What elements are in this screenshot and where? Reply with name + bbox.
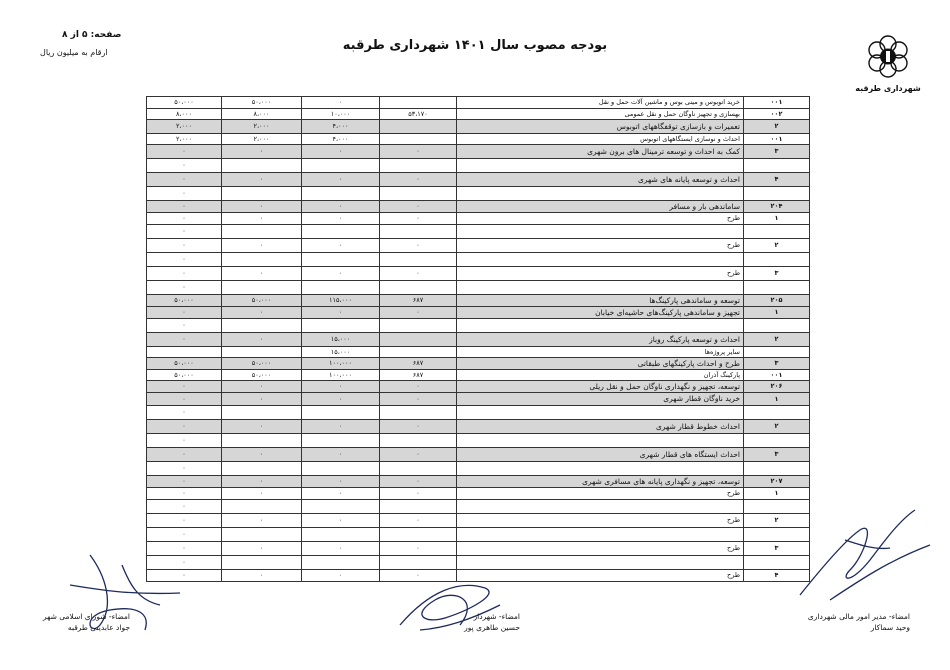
amount-cell: ۰ bbox=[147, 225, 222, 239]
amount-cell bbox=[222, 347, 302, 358]
amount-cell bbox=[302, 556, 380, 570]
row-code-cell: ۲ bbox=[744, 420, 810, 434]
amount-cell bbox=[380, 159, 457, 173]
signature-block-right bbox=[780, 612, 910, 634]
table-row bbox=[147, 253, 810, 267]
table-row bbox=[147, 528, 810, 542]
row-code-cell bbox=[744, 253, 810, 267]
table-row bbox=[147, 434, 810, 448]
row-title-cell: طرح bbox=[457, 488, 744, 500]
amount-cell bbox=[222, 462, 302, 476]
signer-role: امضاء- مدیر امور مالی شهرداری bbox=[807, 612, 910, 621]
amount-cell bbox=[222, 434, 302, 448]
amount-cell: ۰ bbox=[222, 201, 302, 213]
amount-cell bbox=[222, 281, 302, 295]
amount-cell: ۰ bbox=[222, 173, 302, 187]
amount-cell: ۱۰۰،۰۰۰ bbox=[302, 370, 380, 381]
amount-cell: ۱۰،۰۰۰ bbox=[302, 109, 380, 120]
row-code-cell bbox=[744, 434, 810, 448]
amount-cell: ۰ bbox=[147, 406, 222, 420]
table-row bbox=[147, 393, 810, 406]
row-code-cell: ۳ bbox=[744, 358, 810, 370]
amount-cell: ۰ bbox=[147, 448, 222, 462]
amount-cell: ۰ bbox=[380, 448, 457, 462]
row-title-cell: سایر پروژه‌ها bbox=[457, 347, 744, 358]
row-code-cell: ۳ bbox=[744, 542, 810, 556]
amount-cell bbox=[222, 406, 302, 420]
row-code-cell: ۰۰۲ bbox=[744, 109, 810, 120]
row-code-cell bbox=[744, 187, 810, 201]
amount-cell: ۶۸۷ bbox=[380, 358, 457, 370]
row-code-cell: ۰۰۱ bbox=[744, 370, 810, 381]
amount-cell: ۰ bbox=[302, 213, 380, 225]
amount-cell bbox=[380, 97, 457, 109]
row-code-cell: ۱ bbox=[744, 393, 810, 406]
row-title-cell bbox=[457, 225, 744, 239]
amount-cell bbox=[302, 281, 380, 295]
amount-cell: ۰ bbox=[380, 307, 457, 319]
amount-cell: ۰ bbox=[147, 307, 222, 319]
row-title-cell bbox=[457, 462, 744, 476]
amount-cell: ۰ bbox=[380, 213, 457, 225]
table-row bbox=[147, 542, 810, 556]
row-title-cell: طرح و احداث پارکینگهای طبقاتی bbox=[457, 358, 744, 370]
table-row bbox=[147, 514, 810, 528]
amount-cell bbox=[302, 253, 380, 267]
amount-cell bbox=[222, 253, 302, 267]
amount-cell: ۰ bbox=[147, 145, 222, 159]
table-row bbox=[147, 267, 810, 281]
row-title-cell: ساماندهی بار و مسافر bbox=[457, 201, 744, 213]
table-row bbox=[147, 307, 810, 319]
row-title-cell bbox=[457, 159, 744, 173]
row-code-cell: ۳ bbox=[744, 145, 810, 159]
table-row bbox=[147, 448, 810, 462]
amount-cell: ۰ bbox=[302, 145, 380, 159]
row-title-cell: احداث ایستگاه های قطار شهری bbox=[457, 448, 744, 462]
row-title-cell: طرح bbox=[457, 267, 744, 281]
row-code-cell: ۳ bbox=[744, 267, 810, 281]
amount-cell bbox=[380, 319, 457, 333]
amount-cell bbox=[222, 556, 302, 570]
row-code-cell: ۲۰۵ bbox=[744, 295, 810, 307]
table-row bbox=[147, 145, 810, 159]
amount-cell: ۲،۰۰۰ bbox=[147, 120, 222, 134]
amount-cell: ۱۵،۰۰۰ bbox=[302, 347, 380, 358]
table-row bbox=[147, 225, 810, 239]
amount-cell: ۰ bbox=[147, 187, 222, 201]
table-row bbox=[147, 333, 810, 347]
row-title-cell: طرح bbox=[457, 514, 744, 528]
amount-cell: ۰ bbox=[380, 542, 457, 556]
amount-cell: ۵۰،۰۰۰ bbox=[222, 358, 302, 370]
amount-cell bbox=[380, 347, 457, 358]
amount-cell bbox=[222, 528, 302, 542]
amount-cell: ۰ bbox=[222, 542, 302, 556]
table-row bbox=[147, 488, 810, 500]
amount-cell: ۰ bbox=[380, 476, 457, 488]
row-code-cell: ۱ bbox=[744, 488, 810, 500]
amount-cell: ۲،۰۰۰ bbox=[222, 134, 302, 145]
table-row bbox=[147, 281, 810, 295]
row-code-cell: ۲۰۶ bbox=[744, 381, 810, 393]
amount-cell: ۰ bbox=[147, 281, 222, 295]
amount-cell: ۰ bbox=[302, 542, 380, 556]
amount-cell: ۰ bbox=[222, 514, 302, 528]
row-title-cell: طرح bbox=[457, 542, 744, 556]
amount-cell: ۰ bbox=[302, 570, 380, 582]
amount-cell: ۰ bbox=[222, 145, 302, 159]
amount-cell: ۵۰،۰۰۰ bbox=[147, 370, 222, 381]
row-code-cell: ۴ bbox=[744, 570, 810, 582]
amount-cell: ۰ bbox=[302, 307, 380, 319]
amount-cell: ۰ bbox=[147, 500, 222, 514]
amount-cell: ۵۳،۱۷۰ bbox=[380, 109, 457, 120]
table-row bbox=[147, 476, 810, 488]
amount-cell: ۰ bbox=[147, 239, 222, 253]
amount-cell bbox=[380, 462, 457, 476]
row-title-cell: احداث خطوط قطار شهری bbox=[457, 420, 744, 434]
amount-cell: ۰ bbox=[380, 381, 457, 393]
signature-block-center bbox=[420, 612, 520, 634]
amount-cell: ۸،۰۰۰ bbox=[222, 109, 302, 120]
amount-cell: ۰ bbox=[147, 173, 222, 187]
amount-cell: ۰ bbox=[380, 393, 457, 406]
table-row bbox=[147, 500, 810, 514]
amount-cell bbox=[222, 225, 302, 239]
amount-cell bbox=[147, 347, 222, 358]
amount-cell bbox=[222, 319, 302, 333]
amount-cell bbox=[302, 319, 380, 333]
row-title-cell bbox=[457, 187, 744, 201]
row-title-cell: خرید ناوگان قطار شهری bbox=[457, 393, 744, 406]
amount-cell: ۰ bbox=[380, 201, 457, 213]
amount-cell: ۱۵،۰۰۰ bbox=[302, 333, 380, 347]
amount-cell: ۰ bbox=[147, 319, 222, 333]
amount-cell: ۰ bbox=[380, 570, 457, 582]
amount-cell: ۰ bbox=[222, 267, 302, 281]
amount-cell: ۱۱۵،۰۰۰ bbox=[302, 295, 380, 307]
row-code-cell bbox=[744, 347, 810, 358]
page-number: صفحه: ۵ از ۸ bbox=[62, 30, 122, 40]
amount-cell: ۱۰۰،۰۰۰ bbox=[302, 358, 380, 370]
amount-cell: ۵۰،۰۰۰ bbox=[222, 295, 302, 307]
amount-cell bbox=[380, 528, 457, 542]
table-row bbox=[147, 370, 810, 381]
row-title-cell: احداث و توسعه پایانه های شهری bbox=[457, 173, 744, 187]
amount-cell: ۲،۰۰۰ bbox=[222, 120, 302, 134]
amount-cell: ۰ bbox=[222, 476, 302, 488]
amount-cell: ۵۰،۰۰۰ bbox=[147, 97, 222, 109]
amount-cell: ۴،۰۰۰ bbox=[302, 134, 380, 145]
amount-cell bbox=[222, 500, 302, 514]
row-title-cell bbox=[457, 253, 744, 267]
amount-cell: ۸،۰۰۰ bbox=[147, 109, 222, 120]
amount-cell bbox=[222, 159, 302, 173]
amount-cell: ۰ bbox=[147, 570, 222, 582]
amount-cell: ۰ bbox=[147, 333, 222, 347]
row-title-cell bbox=[457, 406, 744, 420]
amount-cell: ۰ bbox=[147, 267, 222, 281]
row-code-cell: ۲ bbox=[744, 239, 810, 253]
table-row bbox=[147, 381, 810, 393]
amount-cell: ۵۰،۰۰۰ bbox=[222, 370, 302, 381]
amount-cell: ۰ bbox=[302, 239, 380, 253]
row-code-cell: ۰۰۱ bbox=[744, 134, 810, 145]
amount-cell: ۲،۰۰۰ bbox=[147, 134, 222, 145]
amount-cell: ۰ bbox=[147, 434, 222, 448]
amount-cell: ۰ bbox=[147, 381, 222, 393]
row-title-cell: توسعه، تجهیز و نگهداری ناوگان حمل و نقل ریلی bbox=[457, 381, 744, 393]
amount-cell bbox=[380, 281, 457, 295]
amount-cell bbox=[380, 187, 457, 201]
amount-cell: ۰ bbox=[302, 476, 380, 488]
row-title-cell: طرح bbox=[457, 239, 744, 253]
logo-caption: شهرداری طرقبه bbox=[855, 84, 921, 93]
amount-cell: ۰ bbox=[380, 239, 457, 253]
row-code-cell: ۲ bbox=[744, 333, 810, 347]
amount-cell: ۰ bbox=[302, 381, 380, 393]
amount-cell bbox=[302, 406, 380, 420]
amount-cell: ۰ bbox=[222, 393, 302, 406]
page-title: بودجه مصوب سال ۱۴۰۱ شهرداری طرقبه bbox=[342, 38, 608, 53]
signature-right-icon bbox=[790, 500, 940, 610]
table-row bbox=[147, 295, 810, 307]
amount-cell: ۰ bbox=[147, 514, 222, 528]
amount-cell: ۰ bbox=[380, 267, 457, 281]
row-code-cell bbox=[744, 225, 810, 239]
amount-cell: ۶۸۷ bbox=[380, 295, 457, 307]
amount-cell bbox=[380, 500, 457, 514]
amount-cell bbox=[302, 462, 380, 476]
amount-cell bbox=[302, 159, 380, 173]
amount-cell: ۰ bbox=[147, 556, 222, 570]
amount-cell: ۰ bbox=[147, 393, 222, 406]
amount-cell: ۰ bbox=[147, 159, 222, 173]
amount-cell: ۰ bbox=[302, 201, 380, 213]
table-row bbox=[147, 97, 810, 109]
row-title-cell bbox=[457, 528, 744, 542]
amount-cell: ۰ bbox=[302, 488, 380, 500]
amount-cell bbox=[380, 406, 457, 420]
table-row bbox=[147, 120, 810, 134]
row-code-cell: ۱ bbox=[744, 307, 810, 319]
table-row bbox=[147, 358, 810, 370]
row-title-cell bbox=[457, 500, 744, 514]
amount-cell bbox=[380, 556, 457, 570]
amount-cell: ۰ bbox=[147, 528, 222, 542]
amount-cell: ۵۰،۰۰۰ bbox=[147, 358, 222, 370]
table-row bbox=[147, 347, 810, 358]
amount-cell bbox=[222, 187, 302, 201]
signer-name: حسین طاهری پور bbox=[464, 622, 520, 632]
row-code-cell bbox=[744, 319, 810, 333]
row-code-cell bbox=[744, 406, 810, 420]
budget-table bbox=[146, 96, 810, 582]
table-row bbox=[147, 187, 810, 201]
table-row bbox=[147, 420, 810, 434]
row-title-cell: کمک به احداث و توسعه ترمینال های برون شهری bbox=[457, 145, 744, 159]
row-title-cell: طرح bbox=[457, 213, 744, 225]
amount-cell: ۰ bbox=[147, 542, 222, 556]
table-row bbox=[147, 319, 810, 333]
row-code-cell: ۰۰۱ bbox=[744, 97, 810, 109]
table-row bbox=[147, 406, 810, 420]
amount-cell bbox=[302, 434, 380, 448]
amount-cell: ۰ bbox=[222, 488, 302, 500]
amount-cell: ۰ bbox=[302, 97, 380, 109]
municipality-emblem-icon bbox=[858, 32, 918, 84]
row-title-cell bbox=[457, 319, 744, 333]
signer-role: امضاء- شهردار bbox=[473, 612, 520, 621]
amount-cell: ۰ bbox=[380, 145, 457, 159]
table-row bbox=[147, 462, 810, 476]
amount-cell bbox=[302, 225, 380, 239]
amount-cell bbox=[380, 253, 457, 267]
row-code-cell: ۴ bbox=[744, 173, 810, 187]
amount-cell: ۶۸۷ bbox=[380, 370, 457, 381]
row-code-cell bbox=[744, 281, 810, 295]
amount-cell: ۰ bbox=[147, 420, 222, 434]
amount-cell: ۰ bbox=[147, 213, 222, 225]
row-code-cell bbox=[744, 159, 810, 173]
table-row bbox=[147, 134, 810, 145]
row-title-cell: بهسازی و تجهیز ناوگان حمل و نقل عمومی bbox=[457, 109, 744, 120]
row-title-cell: توسعه، تجهیز و نگهداری پایانه های مسافری شهری bbox=[457, 476, 744, 488]
row-title-cell: احداث و نوسازی ایستگاههای اتوبوس bbox=[457, 134, 744, 145]
signer-name: جواد عابدینی طرقبه bbox=[67, 622, 130, 632]
amount-cell bbox=[380, 333, 457, 347]
signer-role: امضاء- شورای اسلامی شهر bbox=[42, 612, 130, 621]
amount-cell bbox=[380, 134, 457, 145]
amount-cell: ۰ bbox=[302, 173, 380, 187]
amount-cell: ۵۰،۰۰۰ bbox=[222, 97, 302, 109]
amount-cell: ۰ bbox=[222, 239, 302, 253]
amount-cell: ۰ bbox=[147, 462, 222, 476]
amount-cell: ۰ bbox=[302, 393, 380, 406]
amount-cell: ۰ bbox=[147, 476, 222, 488]
amount-cell: ۰ bbox=[222, 307, 302, 319]
amount-cell: ۰ bbox=[302, 267, 380, 281]
row-title-cell: تجهیز و ساماندهی پارکینگ‌های حاشیه‌ای خیابان bbox=[457, 307, 744, 319]
row-code-cell: ۲ bbox=[744, 514, 810, 528]
row-title-cell bbox=[457, 281, 744, 295]
row-title-cell bbox=[457, 556, 744, 570]
signature-block-left bbox=[20, 612, 130, 634]
row-code-cell: ۲۰۴ bbox=[744, 201, 810, 213]
amount-cell: ۰ bbox=[222, 570, 302, 582]
table-row bbox=[147, 556, 810, 570]
amount-cell: ۰ bbox=[380, 488, 457, 500]
amount-cell: ۰ bbox=[147, 488, 222, 500]
amount-cell bbox=[380, 225, 457, 239]
table-row bbox=[147, 201, 810, 213]
row-title-cell: خرید اتوبوس و مینی بوس و ماشین آلات حمل و نقل bbox=[457, 97, 744, 109]
amount-cell: ۰ bbox=[222, 448, 302, 462]
row-code-cell: ۲۰۷ bbox=[744, 476, 810, 488]
row-code-cell: ۱ bbox=[744, 213, 810, 225]
amount-cell bbox=[380, 434, 457, 448]
amount-cell: ۰ bbox=[222, 213, 302, 225]
amount-cell: ۰ bbox=[147, 201, 222, 213]
amount-cell bbox=[302, 528, 380, 542]
table-row bbox=[147, 213, 810, 225]
row-title-cell: تعمیرات و بازسازی توقفگاههای اتوبوس bbox=[457, 120, 744, 134]
amount-cell: ۰ bbox=[380, 173, 457, 187]
row-code-cell bbox=[744, 462, 810, 476]
row-title-cell: طرح bbox=[457, 570, 744, 582]
amount-cell bbox=[302, 187, 380, 201]
table-row bbox=[147, 173, 810, 187]
row-title-cell bbox=[457, 434, 744, 448]
amount-cell bbox=[380, 120, 457, 134]
amount-cell: ۰ bbox=[302, 448, 380, 462]
row-title-cell: پارکینگ آذران bbox=[457, 370, 744, 381]
units-note: ارقام به میلیون ریال bbox=[40, 48, 108, 57]
amount-cell: ۰ bbox=[222, 420, 302, 434]
row-title-cell: احداث و توسعه پارکینگ روباز bbox=[457, 333, 744, 347]
row-title-cell: توسعه و ساماندهی پارکینگ‌ها bbox=[457, 295, 744, 307]
amount-cell: ۴،۰۰۰ bbox=[302, 120, 380, 134]
row-code-cell: ۳ bbox=[744, 448, 810, 462]
amount-cell: ۵۰،۰۰۰ bbox=[147, 295, 222, 307]
table-row bbox=[147, 239, 810, 253]
amount-cell: ۰ bbox=[147, 253, 222, 267]
amount-cell: ۰ bbox=[302, 514, 380, 528]
amount-cell: ۰ bbox=[380, 420, 457, 434]
amount-cell: ۰ bbox=[222, 381, 302, 393]
table-row bbox=[147, 109, 810, 120]
signer-name: وحید سماکار bbox=[870, 622, 910, 632]
amount-cell: ۰ bbox=[302, 420, 380, 434]
table-row bbox=[147, 159, 810, 173]
amount-cell: ۰ bbox=[380, 514, 457, 528]
row-code-cell: ۲ bbox=[744, 120, 810, 134]
amount-cell bbox=[302, 500, 380, 514]
amount-cell: ۰ bbox=[222, 333, 302, 347]
